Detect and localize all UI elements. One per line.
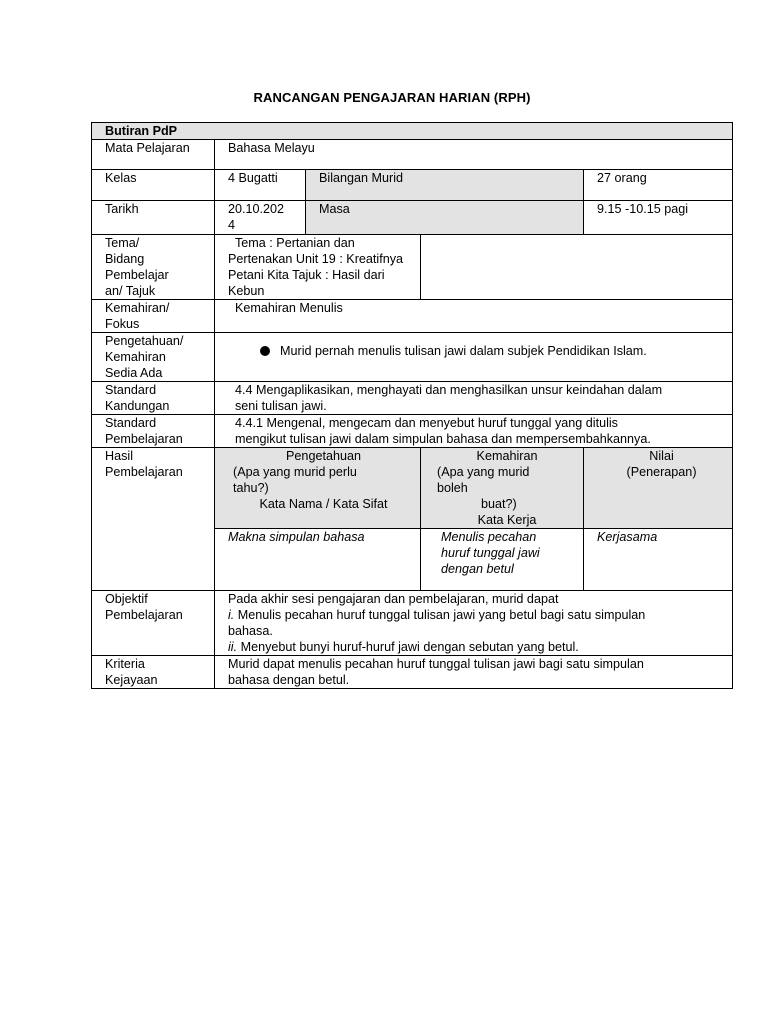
header-butiran: Butiran PdP (92, 123, 733, 140)
objektif-item-number: i. (228, 608, 235, 622)
tema-value-line: Tema : Pertanian dan (235, 236, 355, 250)
col-head: Kemahiran (476, 449, 538, 463)
rph-table (91, 122, 733, 689)
objektif-intro: Pada akhir sesi pengajaran dan pembelajaran, murid dapat (228, 592, 559, 606)
tema-empty (421, 235, 733, 300)
sp-value-line: 4.4.1 Mengenal, mengecam dan menyebut huruf tunggal yang ditulis (235, 416, 618, 430)
sk-label-line: Kandungan (105, 399, 170, 413)
hasil-pengetahuan-head (215, 448, 421, 529)
tarikh-line1: 20.10.202 (228, 202, 285, 216)
kriteria-value-line: Murid dapat menulis pecahan huruf tunggal tulisan jawi bagi satu simpulan (228, 657, 644, 671)
pengetahuan-label-line: Kemahiran (105, 350, 166, 364)
value-bilangan-murid: 27 orang (584, 170, 733, 201)
hasil-nilai-head (584, 448, 733, 529)
label-pengetahuan (92, 333, 215, 382)
col-head: Pengetahuan (286, 449, 361, 463)
kemahiran-content-line: Menulis pecahan (441, 530, 537, 544)
col-question: boleh (437, 481, 468, 495)
value-objektif (215, 591, 733, 656)
value-mata-pelajaran: Bahasa Melayu (215, 140, 733, 170)
value-kriteria (215, 656, 733, 689)
tarikh-line2: 4 (228, 218, 236, 232)
label-standard-kandungan (92, 382, 215, 415)
kemahiran-content-line: dengan betul (441, 562, 514, 576)
value-pengetahuan (215, 333, 733, 382)
col-question: buat?) (481, 497, 517, 511)
hasil-kemahiran-content (421, 529, 584, 591)
objektif-label-line: Pembelajaran (105, 608, 183, 622)
sp-label-line: Standard (105, 416, 157, 430)
kemahiran-label-line: Fokus (105, 317, 140, 331)
hasil-label-line: Pembelajaran (105, 465, 183, 479)
col-kata: Kata Kerja (477, 513, 537, 527)
label-tema (92, 235, 215, 300)
label-tarikh: Tarikh (92, 201, 215, 235)
value-kelas: 4 Bugatti (215, 170, 306, 201)
label-hasil (92, 448, 215, 591)
value-tarikh (215, 201, 306, 235)
kriteria-value-line: bahasa dengan betul. (228, 673, 350, 687)
col-head: Nilai (649, 449, 674, 463)
value-masa: 9.15 -10.15 pagi (584, 201, 733, 235)
objektif-item: Menyebut bunyi huruf-huruf jawi dengan sebutan yang betul. (240, 640, 579, 654)
sk-value-line: 4.4 Mengaplikasikan, menghayati dan menghasilkan unsur keindahan dalam (235, 383, 663, 397)
kriteria-label-line: Kejayaan (105, 673, 158, 687)
label-kemahiran (92, 300, 215, 333)
value-standard-kandungan (215, 382, 733, 415)
sk-label-line: Standard (105, 383, 157, 397)
tema-label-line: Tema/ (105, 236, 140, 250)
tema-value-line: Kebun (228, 284, 265, 298)
pengetahuan-label-line: Sedia Ada (105, 366, 163, 380)
tema-label-line: an/ Tajuk (105, 284, 156, 298)
label-standard-pembelajaran (92, 415, 215, 448)
sp-value-line: mengikut tulisan jawi dalam simpulan bahasa dan mempersembahkannya. (235, 432, 651, 446)
value-tema (215, 235, 421, 300)
kriteria-label-line: Kriteria (105, 657, 145, 671)
pengetahuan-label-line: Pengetahuan/ (105, 334, 184, 348)
col-kata: Kata Nama / Kata Sifat (259, 497, 388, 511)
bullet-icon (260, 346, 270, 356)
value-standard-pembelajaran (215, 415, 733, 448)
col-question: tahu?) (233, 481, 269, 495)
kemahiran-value: Kemahiran Menulis (235, 301, 343, 315)
sk-value-line: seni tulisan jawi. (235, 399, 327, 413)
col-question: (Penerapan) (626, 465, 697, 479)
hasil-label-line: Hasil (105, 449, 133, 463)
sp-label-line: Pembelajaran (105, 432, 183, 446)
tema-label-line: Bidang (105, 252, 145, 266)
kemahiran-label-line: Kemahiran/ (105, 301, 170, 315)
pengetahuan-value: Murid pernah menulis tulisan jawi dalam subjek Pendidikan Islam. (280, 344, 647, 358)
col-question: (Apa yang murid (437, 465, 530, 479)
label-masa: Masa (306, 201, 584, 235)
label-bilangan-murid: Bilangan Murid (306, 170, 584, 201)
tema-label-line: Pembelajar (105, 268, 169, 282)
hasil-nilai-content: Kerjasama (584, 529, 733, 591)
label-kriteria (92, 656, 215, 689)
col-question: (Apa yang murid perlu (233, 465, 357, 479)
hasil-kemahiran-head (421, 448, 584, 529)
kemahiran-content-line: huruf tunggal jawi (441, 546, 540, 560)
page-title: RANCANGAN PENGAJARAN HARIAN (RPH) (253, 90, 531, 105)
objektif-item-number: ii. (228, 640, 238, 654)
label-kelas: Kelas (92, 170, 215, 201)
objektif-label-line: Objektif (105, 592, 148, 606)
label-mata-pelajaran: Mata Pelajaran (92, 140, 215, 170)
objektif-item: Menulis pecahan huruf tunggal tulisan jawi yang betul bagi satu simpulan (237, 608, 646, 622)
value-kemahiran (215, 300, 733, 333)
objektif-item-cont: bahasa. (228, 624, 273, 638)
tema-value-line: Petani Kita Tajuk : Hasil dari (228, 268, 385, 282)
label-objektif (92, 591, 215, 656)
hasil-pengetahuan-content: Makna simpulan bahasa (215, 529, 421, 591)
tema-value-line: Pertenakan Unit 19 : Kreatifnya (228, 252, 404, 266)
